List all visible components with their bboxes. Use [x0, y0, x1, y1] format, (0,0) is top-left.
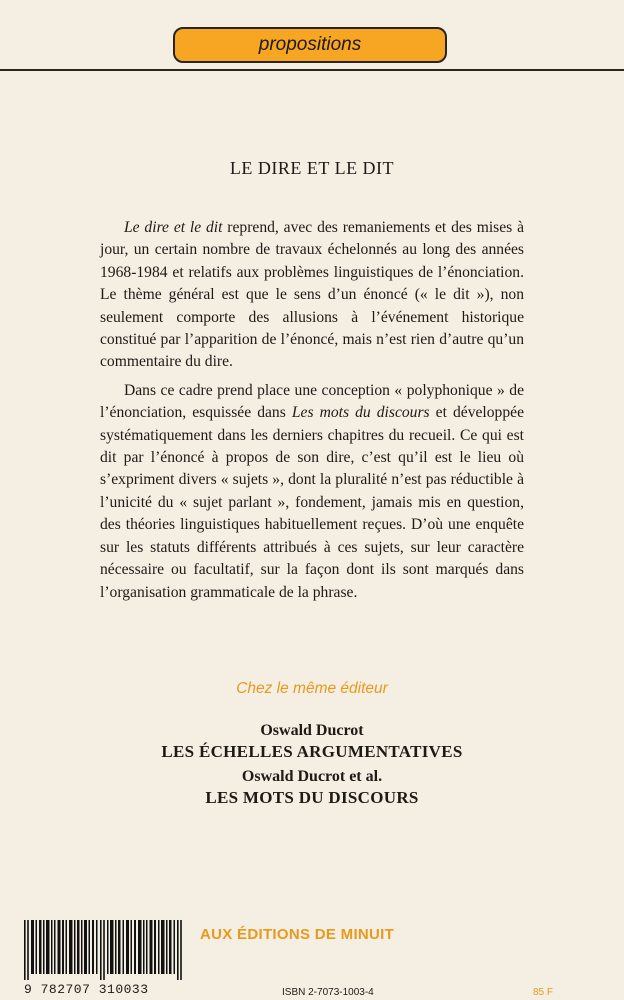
blurb-title-italic: Le dire et le dit: [124, 219, 223, 236]
related-book-author: Oswald Ducrot et al.: [241, 768, 383, 785]
blurb-paragraph-1: [100, 217, 524, 374]
related-book-1: [0, 722, 624, 762]
header-rule: [0, 69, 624, 71]
price: 85 F: [533, 987, 554, 998]
publisher-name: AUX ÉDITIONS DE MINUIT: [200, 926, 395, 943]
series-badge: [173, 27, 447, 63]
related-book-title: LES ÉCHELLES ARGUMENTATIVES: [161, 742, 463, 761]
same-publisher-label: Chez le même éditeur: [236, 680, 388, 697]
series-label: propositions: [258, 34, 362, 55]
book-title: LE DIRE ET LE DIT: [229, 158, 395, 178]
blurb-p1-text: reprend, avec des remaniements et des mises à jour, un certain nombre de travaux échelonnés au long des années 1968-1984 et relatifs aux problèmes linguistiques de l’énonciation. Le thème général est que le sens d’un énoncé (« le dit »), non seulement comporte des allusions à l’événement historique constitué par l’apparition de l’énoncé, mais n’est rien d’autre qu’un commentaire du dire.: [100, 219, 524, 371]
blurb-p2-italic: Les mots du discours: [291, 404, 430, 422]
blurb-p2-text-b: et développée systématiquement dans les derniers chapitres du recueil. Ce qui est dit par l’énoncé à propos de son dire, c’est qu’il est le lieu où s’expriment divers « sujets », dont la pluralité n’est pas réductible à l’unicité du « sujet parlant », fondement, jamais mis en question, des théories linguistiques habituellement reçues. D’où une enquête sur les statuts différents attribués à ces sujets, sur leur caractère nécessaire ou facultatif, sur la façon dont ils sont marqués dans l’organisation grammaticale de la phrase.: [100, 404, 524, 601]
blurb-paragraph-2: [100, 380, 524, 604]
blurb: [100, 217, 524, 604]
related-book-author: Oswald Ducrot: [260, 722, 364, 739]
blurb-p2-text-a: Dans ce cadre prend place une conception « polyphonique » de l’énonciation, esquissée dans: [100, 381, 524, 422]
related-book-2: [0, 768, 624, 808]
isbn: ISBN 2-7073-1003-4: [282, 987, 374, 998]
barcode-digits: 9 782707 310033: [24, 982, 149, 997]
related-book-title: LES MOTS DU DISCOURS: [205, 788, 419, 807]
barcode-icon: [24, 920, 182, 980]
